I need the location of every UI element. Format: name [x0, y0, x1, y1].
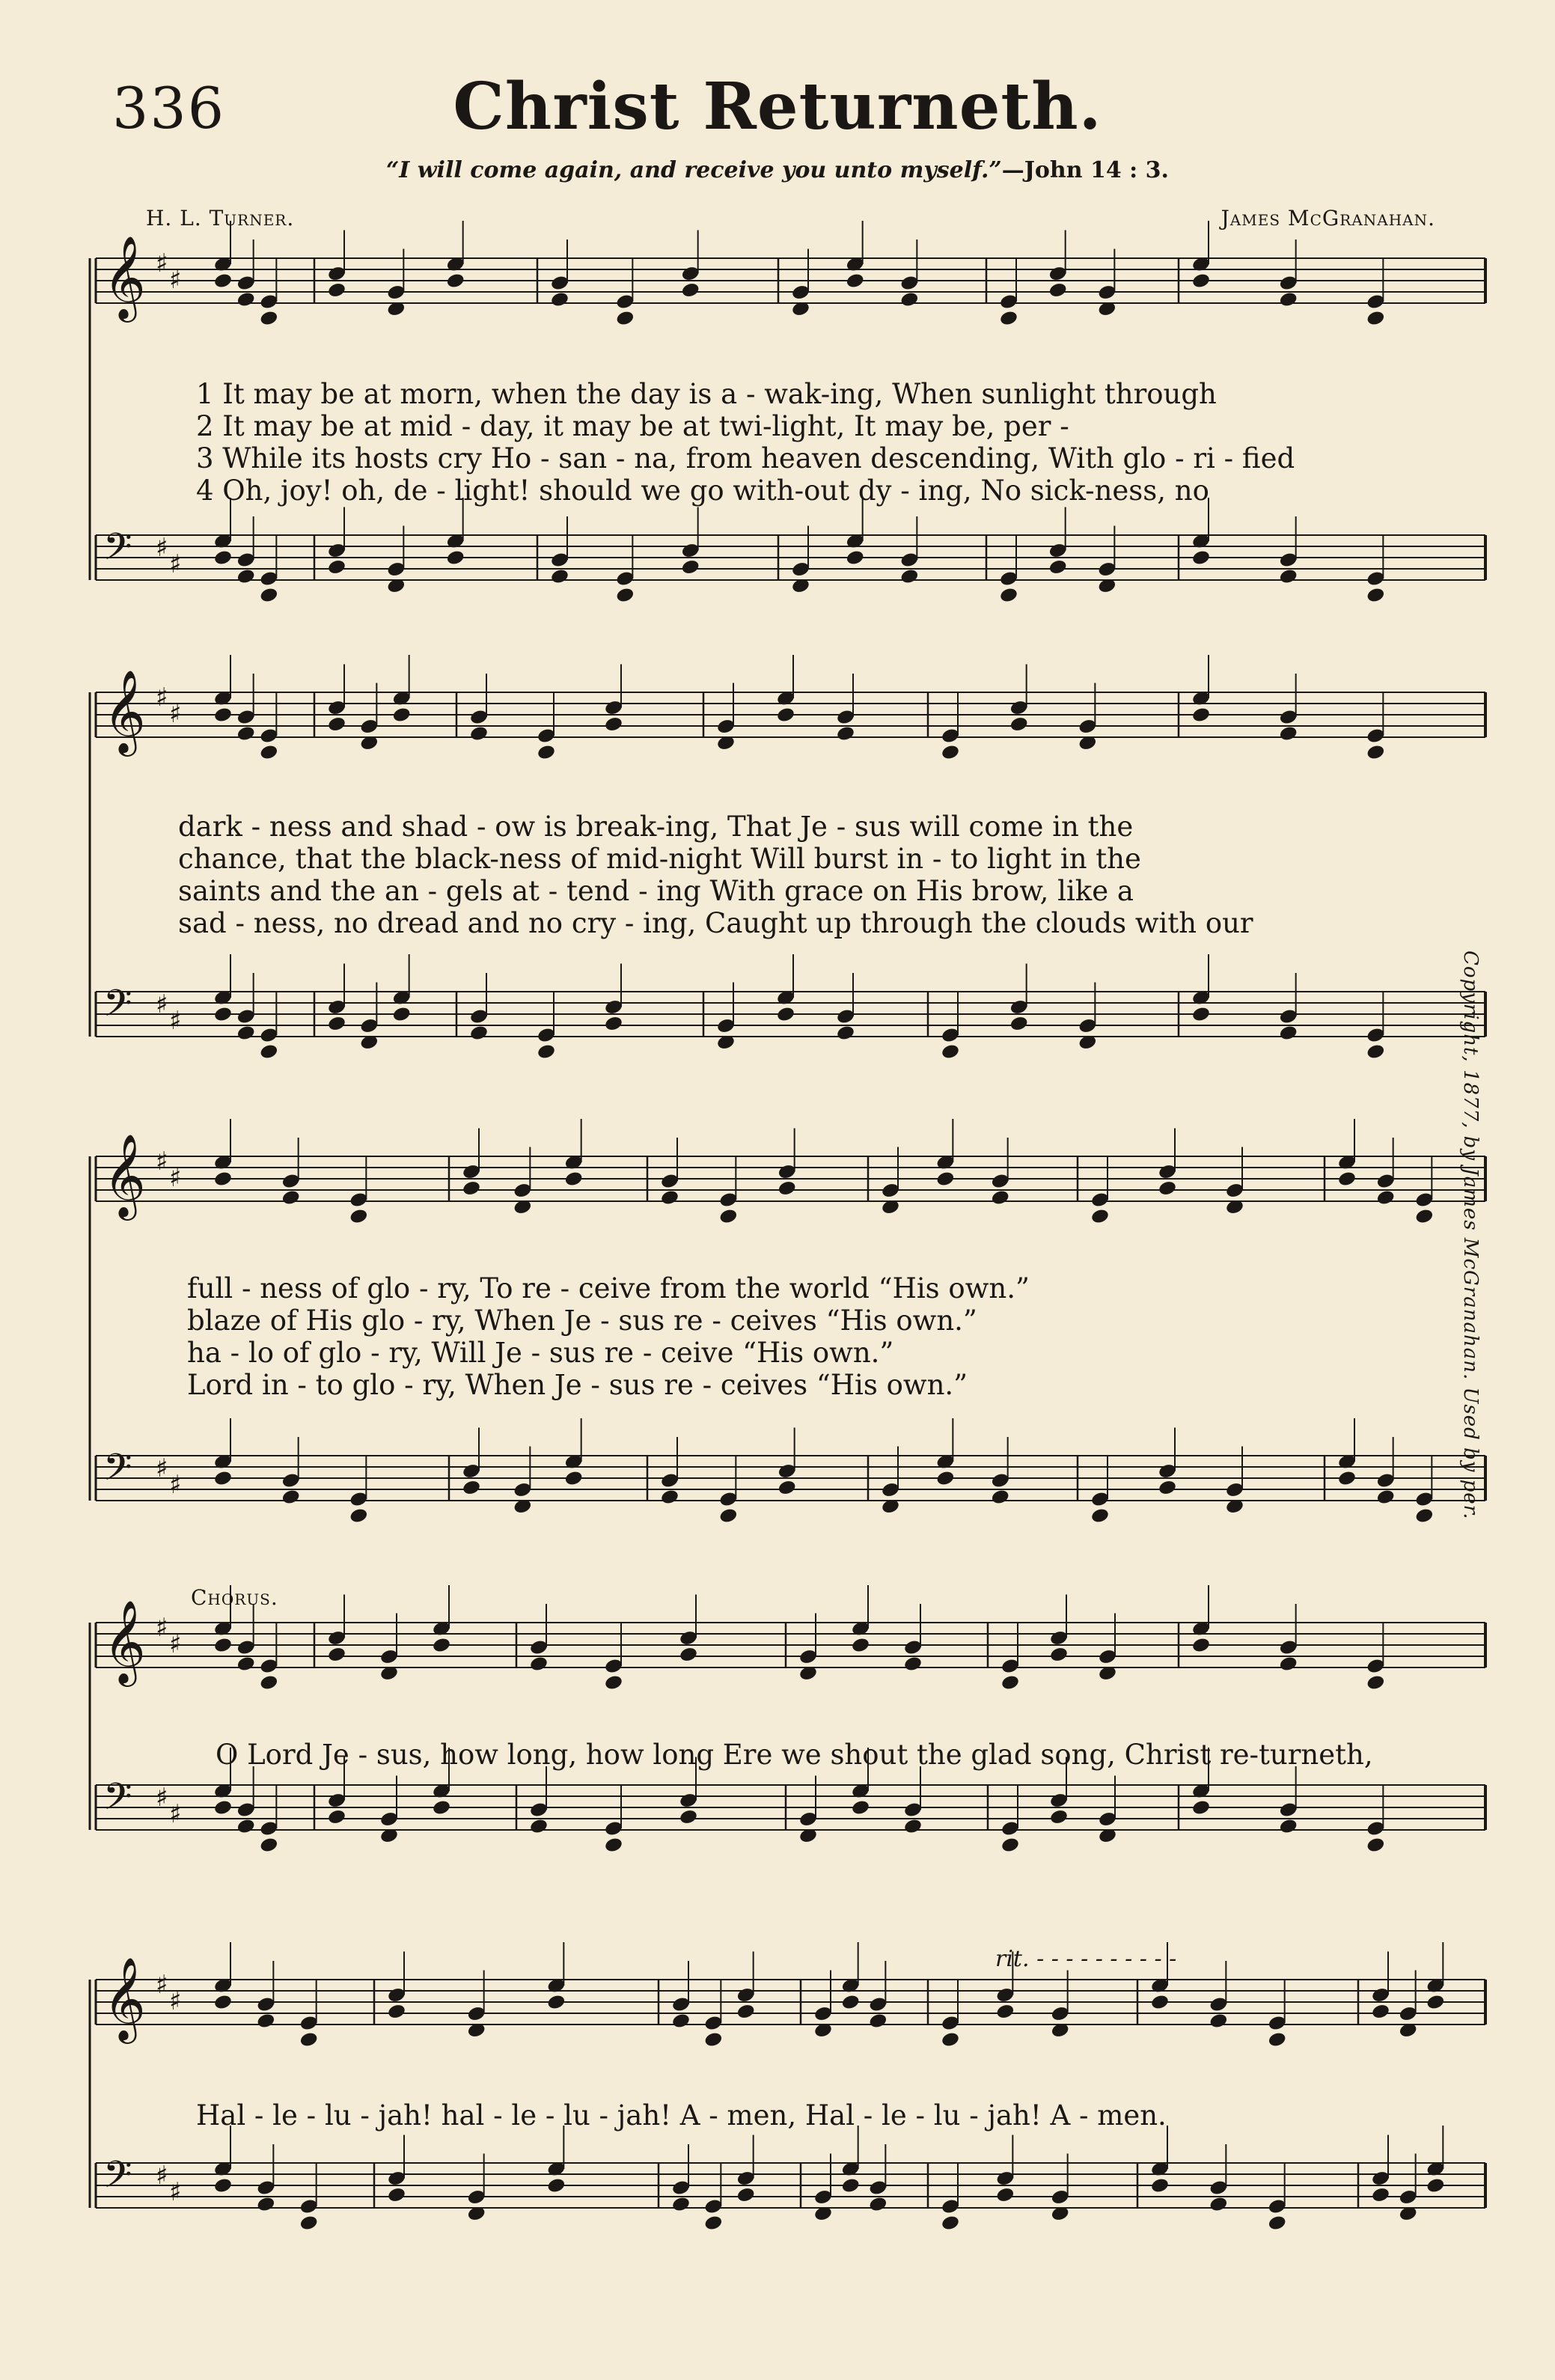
author-credit: H. L. Turner.	[146, 206, 295, 231]
note-head	[327, 1808, 346, 1825]
note-head	[236, 725, 256, 742]
sharp-icon: ♯	[156, 1613, 168, 1643]
bass-clef-icon: 𝄢	[103, 1446, 132, 1498]
note-head	[615, 587, 635, 604]
note-head	[1191, 272, 1211, 290]
note-head	[299, 2215, 319, 2232]
note-head	[1000, 1837, 1020, 1854]
verse-3-line-3: ha - lo of glo - ry, Will Je - sus re - ceive “His own.”	[187, 1337, 894, 1369]
note-head	[1049, 1808, 1069, 1825]
sharp-icon: ♯	[156, 989, 168, 1019]
note-head	[778, 1479, 797, 1496]
note-head	[1009, 715, 1029, 733]
epigraph-quote: “I will come again, and receive you unto myself.”	[386, 157, 1002, 183]
note-head	[462, 1479, 481, 1496]
note-head	[1366, 1674, 1385, 1691]
note-head	[671, 2013, 691, 2030]
note-head	[1150, 2177, 1170, 2194]
note-head	[213, 1994, 233, 2011]
note-head	[604, 1674, 623, 1691]
note-head	[941, 744, 960, 761]
note-head	[1150, 1994, 1170, 2011]
bass-clef-icon: 𝄢	[103, 1775, 132, 1828]
sharp-icon: ♯	[169, 265, 182, 295]
note-head	[236, 1818, 256, 1835]
note-head	[1048, 558, 1068, 576]
verse-2-line-1: 2 It may be at mid - day, it may be at twi-light, It may be, per -	[196, 410, 1069, 442]
note-head	[432, 1637, 451, 1654]
note-head	[1268, 2031, 1287, 2048]
note-head	[1279, 1818, 1298, 1835]
note-head	[259, 1674, 278, 1691]
sharp-icon: ♯	[169, 1629, 182, 1659]
note-head	[213, 707, 233, 724]
note-head	[564, 1470, 584, 1487]
note-head	[1426, 1994, 1445, 2011]
sharp-icon: ♯	[156, 248, 168, 278]
note-head	[550, 291, 569, 308]
sharp-icon: ♯	[156, 533, 168, 563]
verse-2-line-3: blaze of His glo - ry, When Je - sus re - ceives “His own.”	[187, 1305, 977, 1337]
note-head	[537, 744, 556, 761]
note-head	[846, 272, 865, 290]
note-head	[236, 1656, 256, 1673]
note-head	[681, 281, 700, 299]
note-head	[841, 2177, 861, 2194]
note-head	[899, 291, 919, 308]
note-head	[564, 1171, 584, 1188]
note-head	[851, 1799, 870, 1816]
composer-credit: James McGranahan.	[1221, 206, 1435, 231]
note-head	[903, 1656, 923, 1673]
sharp-icon: ♯	[169, 1006, 182, 1036]
note-head	[1209, 2196, 1228, 2213]
note-head	[469, 725, 489, 742]
note-head	[1191, 549, 1211, 567]
note-head	[213, 1799, 233, 1816]
note-head	[935, 1171, 955, 1188]
note-head	[776, 1006, 795, 1023]
sharp-icon: ♯	[169, 1799, 182, 1829]
note-head	[1191, 1799, 1211, 1816]
note-head	[446, 549, 465, 567]
note-head	[213, 2177, 233, 2194]
note-head	[213, 549, 233, 567]
note-head	[615, 310, 635, 327]
note-head	[236, 1025, 256, 1042]
note-head	[1414, 1208, 1434, 1225]
note-head	[236, 291, 256, 308]
note-head	[349, 1507, 368, 1525]
note-head	[299, 2031, 319, 2048]
note-head	[1337, 1470, 1357, 1487]
note-head	[213, 1171, 233, 1188]
note-head	[469, 1025, 489, 1042]
note-head	[718, 1208, 738, 1225]
note-head	[776, 707, 795, 724]
sharp-icon: ♯	[169, 1163, 182, 1193]
note-head	[387, 2186, 406, 2203]
note-head	[868, 2013, 888, 2030]
note-head	[1371, 2003, 1390, 2020]
note-head	[995, 2186, 1015, 2203]
note-head	[259, 310, 278, 327]
note-head	[1337, 1171, 1357, 1188]
note-head	[679, 1808, 698, 1825]
note-head	[703, 2215, 723, 2232]
sharp-icon: ♯	[156, 2161, 168, 2191]
note-head	[903, 1818, 923, 1835]
note-head	[1209, 2013, 1228, 2030]
note-head	[995, 2003, 1015, 2020]
chorus-line-1: O Lord Je - sus, how long, how long Ere we shout the glad song, Christ re-turneth,	[216, 1739, 1373, 1771]
note-head	[1376, 1489, 1396, 1506]
note-head	[392, 1006, 412, 1023]
chorus-line-2: Hal - le - lu - jah! hal - le - lu - jah! A - men, Hal - le - lu - jah! A - men.	[196, 2099, 1167, 2132]
note-head	[1158, 1180, 1177, 1197]
note-head	[868, 2196, 888, 2213]
note-head	[660, 1189, 679, 1206]
note-head	[1371, 2186, 1390, 2203]
note-head	[213, 1006, 233, 1023]
note-head	[1090, 1208, 1110, 1225]
note-head	[1279, 725, 1298, 742]
note-head	[462, 1180, 481, 1197]
note-head	[529, 1656, 549, 1673]
note-head	[256, 2013, 275, 2030]
note-head	[718, 1507, 738, 1525]
note-head	[213, 272, 233, 290]
treble-clef-icon: 𝄞	[103, 1133, 146, 1217]
note-head	[529, 1818, 549, 1835]
note-head	[991, 1489, 1010, 1506]
note-head	[999, 587, 1018, 604]
note-head	[660, 1489, 679, 1506]
note-head	[935, 1470, 955, 1487]
note-head	[1191, 1637, 1211, 1654]
note-head	[392, 707, 412, 724]
note-head	[546, 2177, 566, 2194]
sharp-icon: ♯	[156, 1453, 168, 1483]
sharp-icon: ♯	[156, 1970, 168, 2000]
note-head	[841, 1994, 861, 2011]
note-head	[604, 1015, 623, 1032]
note-head	[550, 568, 569, 585]
page-number: 336	[112, 75, 226, 141]
treble-clef-icon: 𝄞	[103, 669, 146, 753]
note-head	[604, 715, 623, 733]
note-head	[1158, 1479, 1177, 1496]
note-head	[736, 2003, 756, 2020]
note-head	[259, 1043, 278, 1061]
note-head	[327, 281, 346, 299]
treble-clef-icon: 𝄞	[103, 235, 146, 319]
note-head	[387, 2003, 406, 2020]
note-head	[281, 1189, 301, 1206]
note-head	[1376, 1189, 1396, 1206]
note-head	[259, 1837, 278, 1854]
note-head	[1048, 281, 1068, 299]
note-head	[327, 1646, 346, 1663]
bass-clef-icon: 𝄢	[103, 982, 132, 1034]
note-head	[1191, 1006, 1211, 1023]
note-head	[1049, 1646, 1069, 1663]
sharp-icon: ♯	[156, 1147, 168, 1177]
note-head	[703, 2031, 723, 2048]
note-head	[1279, 1025, 1298, 1042]
treble-clef-icon: 𝄞	[103, 1956, 146, 2040]
note-head	[1366, 1043, 1385, 1061]
tempo-mark: rit. - - - - - - - - - -	[995, 1946, 1177, 1972]
sharp-icon: ♯	[169, 699, 182, 729]
note-head	[1366, 310, 1385, 327]
note-head	[259, 587, 278, 604]
treble-clef-icon: 𝄞	[103, 1599, 146, 1683]
note-head	[991, 1189, 1010, 1206]
verse-4-line-2: sad - ness, no dread and no cry - ing, Caught up through the clouds with our	[178, 907, 1253, 939]
note-head	[432, 1799, 451, 1816]
note-head	[681, 558, 700, 576]
note-head	[1366, 1837, 1385, 1854]
note-head	[1279, 291, 1298, 308]
note-head	[999, 310, 1018, 327]
note-head	[604, 1837, 623, 1854]
sharp-icon: ♯	[169, 2177, 182, 2207]
note-head	[851, 1637, 870, 1654]
sharp-icon: ♯	[169, 1470, 182, 1500]
note-head	[259, 744, 278, 761]
verse-1-line-2: dark - ness and shad - ow is break-ing, That Je - sus will come in the	[178, 811, 1134, 843]
note-head	[1000, 1674, 1020, 1691]
copyright-note: Copyright, 1877, by James McGranahan. Used by per.	[1459, 951, 1482, 1520]
note-head	[1090, 1507, 1110, 1525]
note-head	[836, 725, 855, 742]
note-head	[679, 1646, 698, 1663]
note-head	[327, 1015, 346, 1032]
epigraph-reference: —John 14 : 3.	[1001, 157, 1169, 183]
note-head	[236, 568, 256, 585]
verse-2-line-2: chance, that the black-ness of mid-night Will burst in - to light in the	[178, 843, 1141, 875]
note-head	[671, 2196, 691, 2213]
note-head	[941, 1043, 960, 1061]
sharp-icon: ♯	[156, 1783, 168, 1813]
sharp-icon: ♯	[156, 683, 168, 713]
note-head	[1009, 1015, 1029, 1032]
note-head	[327, 558, 346, 576]
bass-clef-icon: 𝄢	[103, 525, 132, 578]
verse-4-line-1: 4 Oh, joy! oh, de - light! should we go with-out dy - ing, No sick-ness, no	[196, 475, 1209, 507]
note-head	[1279, 1656, 1298, 1673]
note-head	[213, 1470, 233, 1487]
note-head	[1426, 2177, 1445, 2194]
note-head	[1279, 568, 1298, 585]
note-head	[546, 1994, 566, 2011]
note-head	[1268, 2215, 1287, 2232]
note-head	[446, 272, 465, 290]
chorus-label: Chorus.	[191, 1585, 278, 1610]
bass-clef-icon: 𝄢	[103, 2153, 132, 2206]
note-head	[1191, 707, 1211, 724]
sharp-icon: ♯	[169, 549, 182, 579]
verse-1-line-3: full - ness of glo - ry, To re - ceive from the world “His own.”	[187, 1272, 1030, 1305]
verse-3-line-1: 3 While its hosts cry Ho - san - na, from heaven descending, With glo - ri - fied	[196, 442, 1295, 475]
verse-4-line-3: Lord in - to glo - ry, When Je - sus re - ceives “His own.”	[187, 1369, 968, 1401]
note-head	[736, 2186, 756, 2203]
note-head	[349, 1208, 368, 1225]
note-head	[213, 1637, 233, 1654]
hymn-title: Christ Returneth.	[453, 69, 1102, 144]
sharp-icon: ♯	[169, 1986, 182, 2016]
note-head	[256, 2196, 275, 2213]
note-head	[537, 1043, 556, 1061]
note-head	[327, 715, 346, 733]
verse-3-line-2: saints and the an - gels at - tend - ing With grace on His brow, like a	[178, 875, 1134, 907]
note-head	[836, 1025, 855, 1042]
note-head	[1366, 587, 1385, 604]
note-head	[941, 2215, 960, 2232]
note-head	[281, 1489, 301, 1506]
note-head	[899, 568, 919, 585]
note-head	[1414, 1507, 1434, 1525]
note-head	[846, 549, 865, 567]
note-head	[941, 2031, 960, 2048]
note-head	[1366, 744, 1385, 761]
note-head	[778, 1180, 797, 1197]
verse-1-line-1: 1 It may be at morn, when the day is a - wak-ing, When sunlight through	[196, 378, 1217, 410]
